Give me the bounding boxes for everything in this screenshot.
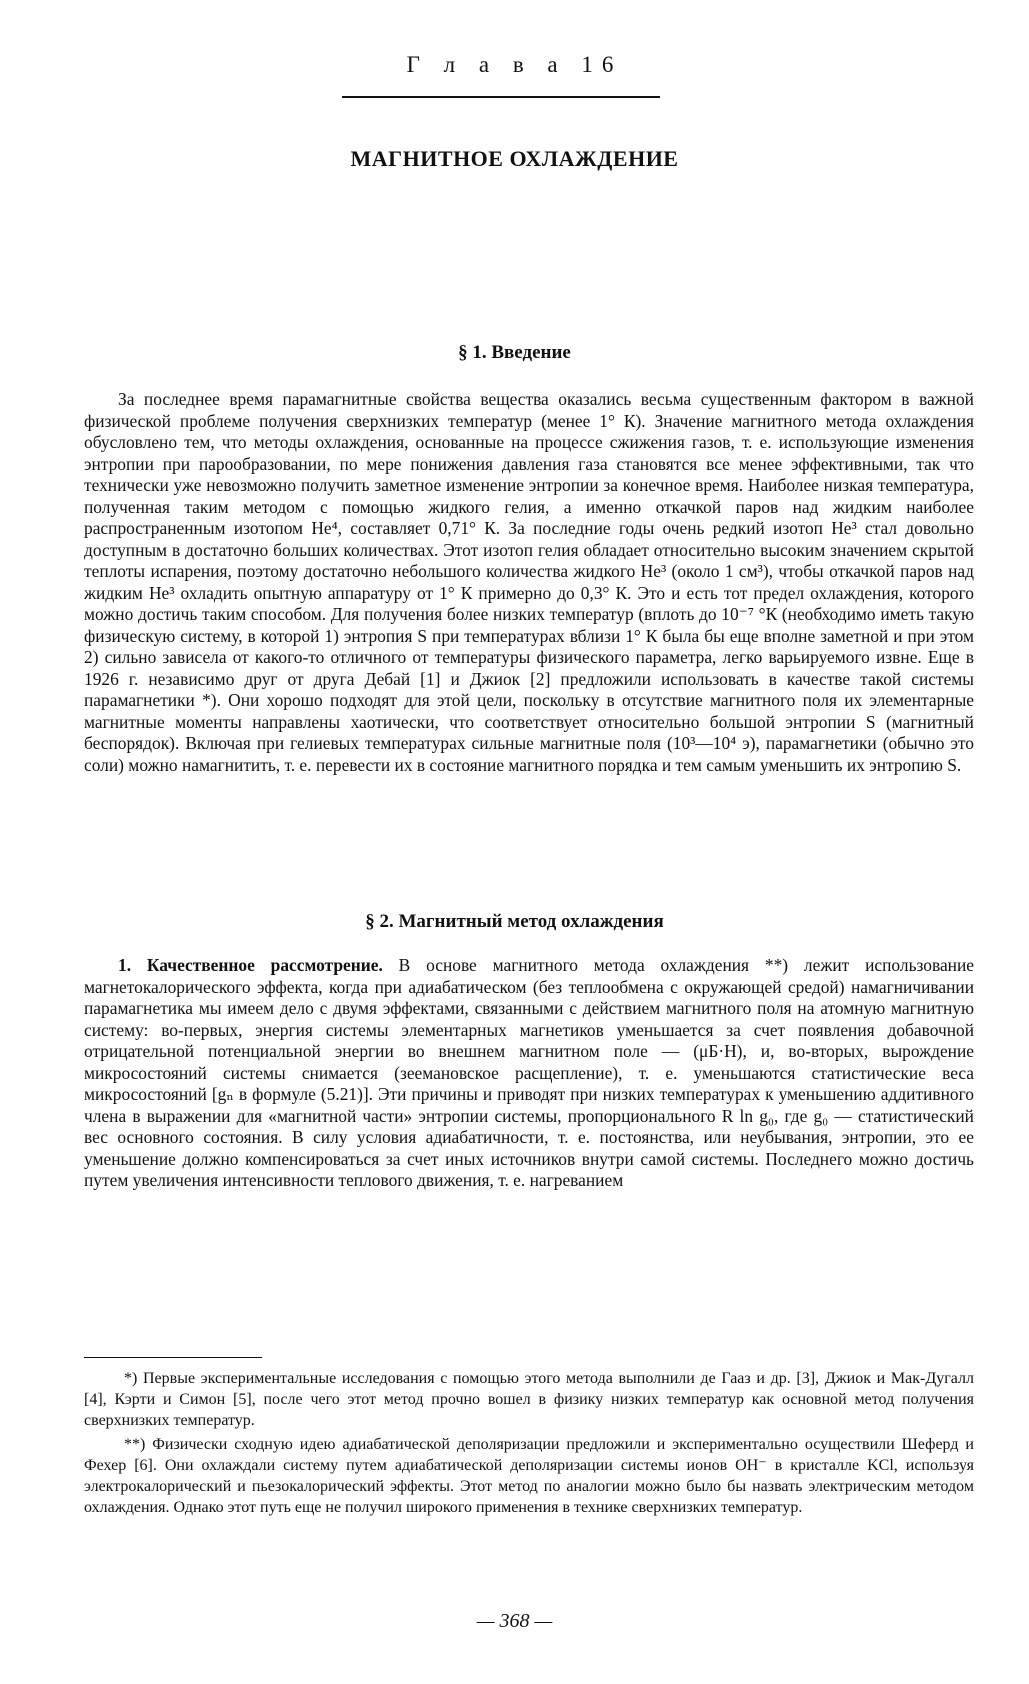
footnotes xyxy=(84,1368,974,1521)
chapter-title: МАГНИТНОЕ ОХЛАЖДЕНИЕ xyxy=(350,146,679,171)
section-1-heading: § 1. Введение xyxy=(458,342,571,363)
footnote-rule xyxy=(84,1357,262,1358)
section-2-body xyxy=(84,955,974,1192)
subsection-lead: 1. Качественное рассмотрение. xyxy=(118,955,383,975)
footnote-2: **) Физически сходную идею адиабатической деполяризации предложили и экспериментально осуществили Шеферд и Фехер [6]. Они охлаждали систему путем адиабатической деполяризации системы ионов OH⁻ в кристалле KCl, используя электрокалорический и пьезокалорический эффекты. Этот метод по аналогии можно было бы назвать электрическим методом охлаждения. Однако этот путь еще не получил широкого применения в технике сверхнизких температур. xyxy=(84,1436,974,1516)
footnote-1: *) Первые экспериментальные исследования с помощью этого метода выполнили де Гааз и др. [3], Джиок и Мак-Дугалл [4], Кэрти и Симон [5], после чего этот метод прочно вошел в физику низких температур как основной метод получения сверхнизких температур. xyxy=(84,1370,974,1429)
section-2-text: В основе магнитного метода охлаждения **) лежит использование магнетокалорического эффекта, когда при адиабатическом (без теплообмена с окружающей средой) намагничивании парамагнетика мы имеем дело с двумя эффектами, связанными с действием магнитного поля на атомную магнитную систему: во-первых, энергия системы элементарных магнетиков уменьшается за счет появления добавочной отрицательной потенциальной энергии во внешнем магнитном поле — (μБ·H), и, во-вторых, вырождение микросостояний системы снимается (зеемановское расщепление), т. е. уменьшаются статистические веса микросостояний [gₙ в формуле (5.21)]. Эти причины и приводят при низких температурах к уменьшению аддитивного члена в выражении для «магнитной части» энтропии системы, пропорционального R ln g₀, где g₀ — статистический вес основного состояния. В силу условия адиабатичности, т. е. постоянства, или неубывания, энтропии, это ее уменьшение должно компенсироваться за счет иных источников внутри самой системы. Последнего можно достичь путем увеличения интенсивности теплового движения, т. е. нагреванием xyxy=(84,955,974,1190)
page-number: — 368 — xyxy=(476,1610,553,1632)
section-2-paragraph xyxy=(84,955,974,1192)
section-2-heading: § 2. Магнитный метод охлаждения xyxy=(365,911,664,932)
chapter-label: Г л а в а 16 xyxy=(406,52,623,77)
section-1-body xyxy=(84,389,974,776)
chapter-rule xyxy=(342,96,660,98)
section-1-paragraph: За последнее время парамагнитные свойства вещества оказались весьма существенным фактором в важной физической проблеме получения сверхнизких температур (менее 1° К). Значение магнитного метода охлаждения обусловлено тем, что методы охлаждения, основанные на процессе сжижения газов, т. е. использующие изменения энтропии при парообразовании, по мере понижения давления газа становятся все менее эффективными, так что технически уже невозможно получить заметное изменение энтропии за конечное время. Наиболее низкая температура, полученная таким методом с помощью жидкого гелия, а именно откачкой паров над жидким наиболее распространенным изотопом He⁴, составляет 0,71° К. За последние годы очень редкий изотоп He³ стал довольно доступным в достаточно больших количествах. Этот изотоп гелия обладает относительно высоким значением скрытой теплоты испарения, поэтому достаточно небольшого количества жидкого He³ (около 1 см³), чтобы откачкой паров над жидким He³ охладить опытную аппаратуру от 1° К примерно до 0,3° К. Это и есть тот предел охлаждения, которого можно достичь таким способом. Для получения более низких температур (вплоть до 10⁻⁷ °К (необходимо иметь такую физическую систему, в которой 1) энтропия S при температурах вблизи 1° К была бы еще вполне заметной и при этом 2) сильно зависела от какого-то отличного от температуры физического параметра, легко варьируемого извне. Еще в 1926 г. независимо друг от друга Дебай [1] и Джиок [2] предложили использовать в качестве такой системы парамагнетики *). Они хорошо подходят для этой цели, поскольку в отсутствие магнитного поля их элементарные магнитные моменты направлены хаотически, что соответствует относительно большой энтропии S (магнитный беспорядок). Включая при гелиевых температурах сильные магнитные поля (10³—10⁴ э), парамагнетики (обычно это соли) можно намагнитить, т. е. перевести их в состояние магнитного порядка и тем самым уменьшить их энтропию S. xyxy=(84,389,974,775)
